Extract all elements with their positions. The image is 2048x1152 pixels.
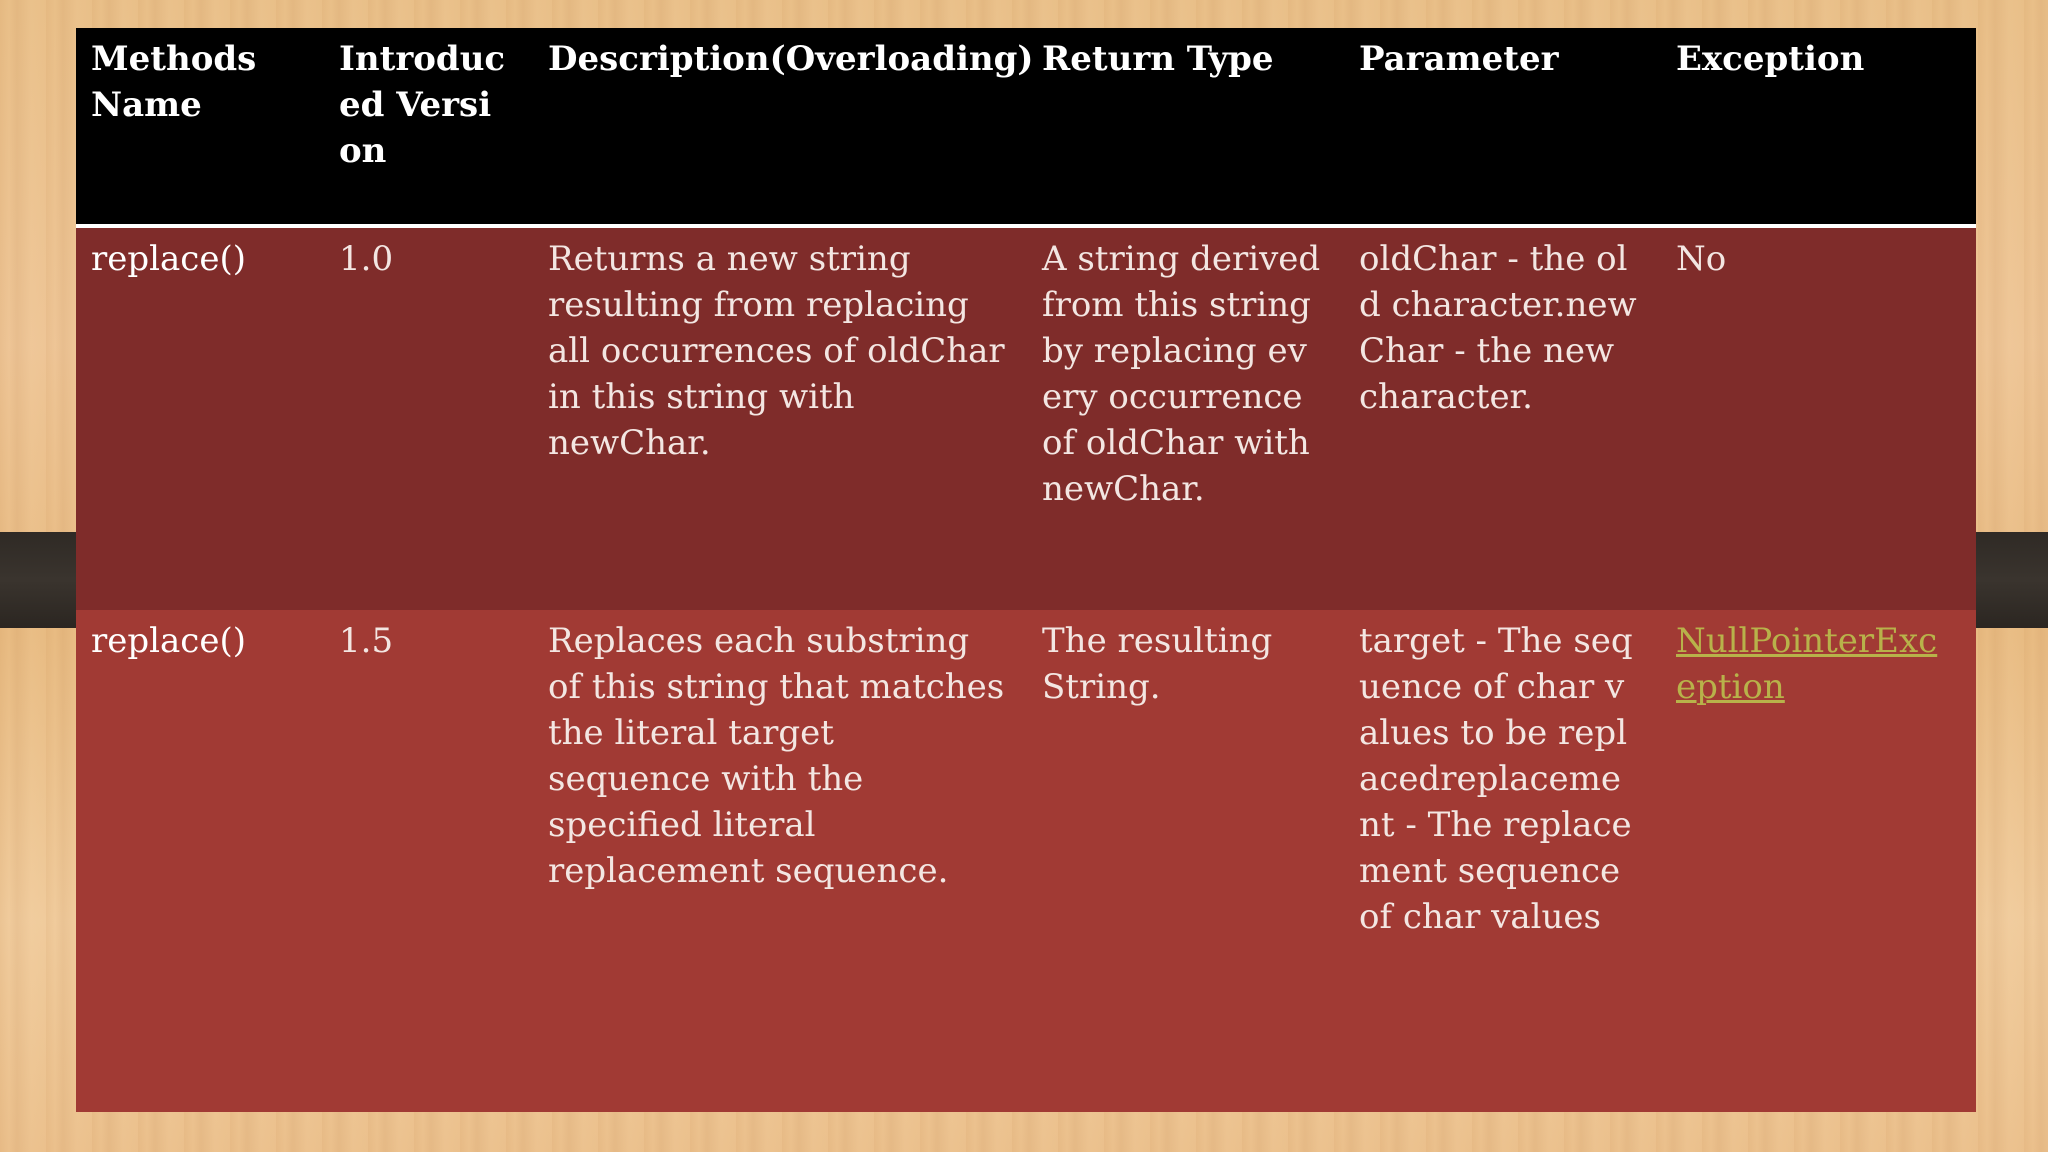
table-row xyxy=(76,610,1976,1112)
header-methods-name: Methods Name xyxy=(91,39,257,125)
header-description: Description(Overloading) xyxy=(548,39,1034,79)
method-name-cell: replace() xyxy=(91,621,246,661)
header-exception: Exception xyxy=(1676,39,1865,79)
exception-cell: No xyxy=(1676,239,1727,279)
header-parameter: Parameter xyxy=(1359,39,1559,79)
table-row xyxy=(76,226,1976,610)
exception-link[interactable]: NullPointerException xyxy=(1676,621,1938,707)
parameter-cell: oldChar - the old character.newChar - the new character. xyxy=(1359,239,1637,417)
header-return-type: Return Type xyxy=(1042,39,1274,79)
exception-cell xyxy=(1661,610,1976,1112)
method-name-cell: replace() xyxy=(91,239,246,279)
description-cell: Returns a new string resulting from replacing all occurrences of oldChar in this string with newChar. xyxy=(548,239,1005,463)
header-introduced-version: Introduced Version xyxy=(339,39,506,171)
version-cell: 1.0 xyxy=(339,239,394,279)
description-cell: Replaces each substring of this string that matches the literal target sequence with the specified literal replacement sequence. xyxy=(548,621,1005,891)
table-header-row xyxy=(76,28,1976,226)
methods-table xyxy=(76,28,1976,1112)
version-cell: 1.5 xyxy=(339,621,394,661)
return-type-cell: A string derived from this string by replacing every occurrence of oldChar with newChar. xyxy=(1042,239,1321,509)
parameter-cell: target - The sequence of char values to be replacedreplacement - The replacement sequence of char values xyxy=(1359,621,1633,937)
return-type-cell: The resulting String. xyxy=(1042,621,1273,707)
